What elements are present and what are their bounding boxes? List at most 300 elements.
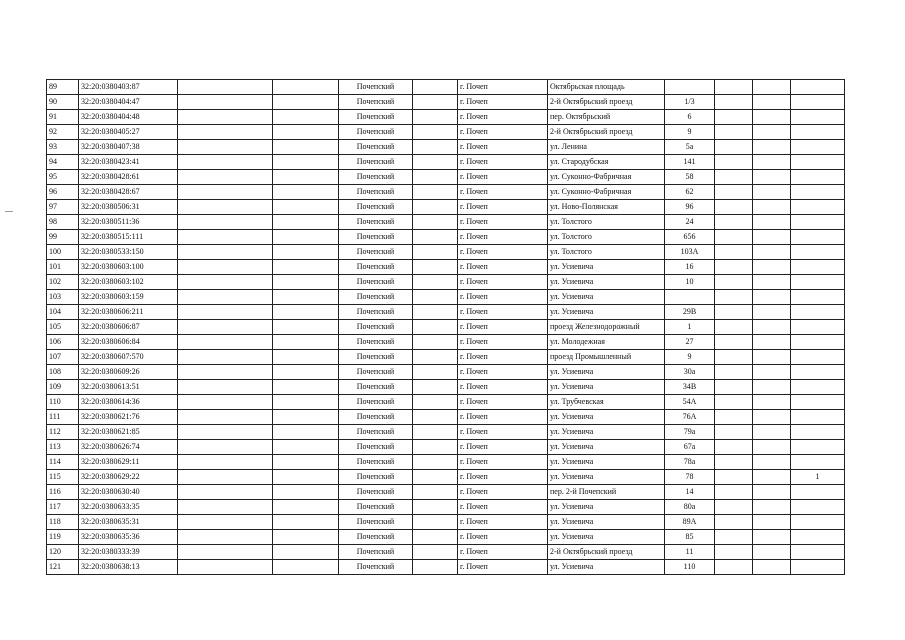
table-row xyxy=(47,470,845,485)
city-name: г. Почеп xyxy=(458,530,548,545)
empty-cell xyxy=(715,515,753,530)
city-name: г. Почеп xyxy=(458,110,548,125)
city-name: г. Почеп xyxy=(458,125,548,140)
district-name: Почепский xyxy=(339,260,413,275)
empty-cell xyxy=(273,395,339,410)
house-number: 656 xyxy=(665,230,715,245)
extra-value xyxy=(791,215,845,230)
cadastral-number: 32:20:0380428:67 xyxy=(79,185,178,200)
row-number: 92 xyxy=(47,125,79,140)
house-number: 9 xyxy=(665,350,715,365)
house-number: 1 xyxy=(665,320,715,335)
row-number: 102 xyxy=(47,275,79,290)
empty-cell xyxy=(753,440,791,455)
empty-cell xyxy=(715,395,753,410)
row-number: 120 xyxy=(47,545,79,560)
empty-cell xyxy=(273,80,339,95)
table-row xyxy=(47,350,845,365)
district-name: Почепский xyxy=(339,275,413,290)
street-name: ул. Усиевича xyxy=(548,500,665,515)
row-number: 115 xyxy=(47,470,79,485)
empty-cell xyxy=(178,275,273,290)
district-name: Почепский xyxy=(339,380,413,395)
empty-cell xyxy=(178,395,273,410)
house-number: 14 xyxy=(665,485,715,500)
row-number: 121 xyxy=(47,560,79,575)
city-name: г. Почеп xyxy=(458,560,548,575)
empty-cell xyxy=(715,275,753,290)
extra-value xyxy=(791,455,845,470)
street-name: ул. Усиевича xyxy=(548,515,665,530)
city-name: г. Почеп xyxy=(458,380,548,395)
street-name: ул. Усиевича xyxy=(548,305,665,320)
cadastral-number: 32:20:0380403:87 xyxy=(79,80,178,95)
empty-cell xyxy=(715,320,753,335)
empty-cell xyxy=(273,410,339,425)
empty-cell xyxy=(273,260,339,275)
street-name: пер. 2-й Почепский xyxy=(548,485,665,500)
empty-cell xyxy=(273,500,339,515)
empty-cell xyxy=(413,200,458,215)
empty-cell xyxy=(753,410,791,425)
empty-cell xyxy=(413,530,458,545)
table-row xyxy=(47,320,845,335)
empty-cell xyxy=(413,305,458,320)
district-name: Почепский xyxy=(339,350,413,365)
district-name: Почепский xyxy=(339,290,413,305)
cadastral-number: 32:20:0380626:74 xyxy=(79,440,178,455)
row-number: 109 xyxy=(47,380,79,395)
empty-cell xyxy=(753,320,791,335)
empty-cell xyxy=(413,365,458,380)
table-row xyxy=(47,335,845,350)
street-name: проезд Железнодорожный xyxy=(548,320,665,335)
empty-cell xyxy=(413,515,458,530)
empty-cell xyxy=(178,170,273,185)
empty-cell xyxy=(178,110,273,125)
cadastral-number: 32:20:0380404:47 xyxy=(79,95,178,110)
row-number: 118 xyxy=(47,515,79,530)
house-number: 34В xyxy=(665,380,715,395)
empty-cell xyxy=(715,245,753,260)
house-number: 5а xyxy=(665,140,715,155)
empty-cell xyxy=(715,80,753,95)
city-name: г. Почеп xyxy=(458,485,548,500)
street-name: ул. Усиевича xyxy=(548,380,665,395)
empty-cell xyxy=(178,140,273,155)
table-row xyxy=(47,290,845,305)
extra-value xyxy=(791,95,845,110)
table-row xyxy=(47,485,845,500)
house-number: 96 xyxy=(665,200,715,215)
house-number: 103А xyxy=(665,245,715,260)
cadastral-number: 32:20:0380603:102 xyxy=(79,275,178,290)
street-name: ул. Суконно-Фабричная xyxy=(548,185,665,200)
empty-cell xyxy=(178,95,273,110)
table-row xyxy=(47,500,845,515)
extra-value xyxy=(791,320,845,335)
district-name: Почепский xyxy=(339,455,413,470)
empty-cell xyxy=(753,485,791,500)
table-row xyxy=(47,155,845,170)
empty-cell xyxy=(178,200,273,215)
cadastral-number: 32:20:0380614:36 xyxy=(79,395,178,410)
empty-cell xyxy=(715,335,753,350)
empty-cell xyxy=(715,455,753,470)
table-row xyxy=(47,170,845,185)
extra-value xyxy=(791,365,845,380)
district-name: Почепский xyxy=(339,170,413,185)
empty-cell xyxy=(753,125,791,140)
cadastral-number: 32:20:0380633:35 xyxy=(79,500,178,515)
table-row xyxy=(47,365,845,380)
empty-cell xyxy=(753,260,791,275)
district-name: Почепский xyxy=(339,485,413,500)
extra-value xyxy=(791,380,845,395)
empty-cell xyxy=(413,260,458,275)
cadastral-number: 32:20:0380638:13 xyxy=(79,560,178,575)
table-row xyxy=(47,275,845,290)
street-name: Октябрьская площадь xyxy=(548,80,665,95)
district-name: Почепский xyxy=(339,515,413,530)
cadastral-number: 32:20:0380629:11 xyxy=(79,455,178,470)
empty-cell xyxy=(273,320,339,335)
empty-cell xyxy=(273,530,339,545)
empty-cell xyxy=(753,275,791,290)
empty-cell xyxy=(753,425,791,440)
empty-cell xyxy=(753,140,791,155)
district-name: Почепский xyxy=(339,215,413,230)
table-row xyxy=(47,395,845,410)
empty-cell xyxy=(178,230,273,245)
house-number: 76А xyxy=(665,410,715,425)
extra-value xyxy=(791,80,845,95)
street-name: ул. Молодежная xyxy=(548,335,665,350)
extra-value xyxy=(791,200,845,215)
empty-cell xyxy=(178,410,273,425)
table-row xyxy=(47,80,845,95)
empty-cell xyxy=(178,500,273,515)
cadastral-number: 32:20:0380621:76 xyxy=(79,410,178,425)
street-name: ул. Усиевича xyxy=(548,470,665,485)
empty-cell xyxy=(413,335,458,350)
empty-cell xyxy=(413,110,458,125)
empty-cell xyxy=(753,155,791,170)
empty-cell xyxy=(413,455,458,470)
empty-cell xyxy=(715,185,753,200)
city-name: г. Почеп xyxy=(458,335,548,350)
extra-value xyxy=(791,485,845,500)
empty-cell xyxy=(715,485,753,500)
street-name: ул. Толстого xyxy=(548,230,665,245)
table-row xyxy=(47,560,845,575)
empty-cell xyxy=(753,515,791,530)
empty-cell xyxy=(273,140,339,155)
empty-cell xyxy=(273,545,339,560)
district-name: Почепский xyxy=(339,440,413,455)
empty-cell xyxy=(715,125,753,140)
row-number: 114 xyxy=(47,455,79,470)
cadastral-number: 32:20:0380533:150 xyxy=(79,245,178,260)
district-name: Почепский xyxy=(339,335,413,350)
table-row xyxy=(47,110,845,125)
empty-cell xyxy=(753,350,791,365)
empty-cell xyxy=(178,530,273,545)
row-number: 104 xyxy=(47,305,79,320)
city-name: г. Почеп xyxy=(458,170,548,185)
district-name: Почепский xyxy=(339,410,413,425)
empty-cell xyxy=(413,140,458,155)
empty-cell xyxy=(413,500,458,515)
margin-mark xyxy=(5,211,13,212)
city-name: г. Почеп xyxy=(458,80,548,95)
district-name: Почепский xyxy=(339,125,413,140)
empty-cell xyxy=(413,485,458,500)
district-name: Почепский xyxy=(339,230,413,245)
table-row xyxy=(47,410,845,425)
empty-cell xyxy=(273,95,339,110)
empty-cell xyxy=(178,425,273,440)
empty-cell xyxy=(715,170,753,185)
table-row xyxy=(47,200,845,215)
empty-cell xyxy=(413,290,458,305)
cadastral-number: 32:20:0380428:61 xyxy=(79,170,178,185)
street-name: ул. Усиевича xyxy=(548,365,665,380)
row-number: 89 xyxy=(47,80,79,95)
empty-cell xyxy=(715,200,753,215)
table-row xyxy=(47,545,845,560)
empty-cell xyxy=(715,470,753,485)
empty-cell xyxy=(715,95,753,110)
extra-value xyxy=(791,125,845,140)
empty-cell xyxy=(715,290,753,305)
extra-value xyxy=(791,350,845,365)
city-name: г. Почеп xyxy=(458,320,548,335)
table-row xyxy=(47,530,845,545)
empty-cell xyxy=(753,245,791,260)
city-name: г. Почеп xyxy=(458,155,548,170)
cadastral-number: 32:20:0380603:100 xyxy=(79,260,178,275)
cadastral-number: 32:20:0380515:111 xyxy=(79,230,178,245)
empty-cell xyxy=(178,305,273,320)
empty-cell xyxy=(273,110,339,125)
table-row xyxy=(47,95,845,110)
empty-cell xyxy=(715,545,753,560)
empty-cell xyxy=(273,200,339,215)
empty-cell xyxy=(178,260,273,275)
empty-cell xyxy=(753,215,791,230)
street-name: ул. Стародубская xyxy=(548,155,665,170)
city-name: г. Почеп xyxy=(458,95,548,110)
street-name: ул. Усиевича xyxy=(548,455,665,470)
city-name: г. Почеп xyxy=(458,425,548,440)
street-name: ул. Усиевича xyxy=(548,275,665,290)
row-number: 105 xyxy=(47,320,79,335)
empty-cell xyxy=(178,545,273,560)
extra-value xyxy=(791,140,845,155)
table-row xyxy=(47,305,845,320)
house-number: 79а xyxy=(665,425,715,440)
empty-cell xyxy=(178,80,273,95)
empty-cell xyxy=(753,170,791,185)
empty-cell xyxy=(715,215,753,230)
city-name: г. Почеп xyxy=(458,200,548,215)
empty-cell xyxy=(273,560,339,575)
empty-cell xyxy=(753,290,791,305)
table-row xyxy=(47,515,845,530)
cadastral-number: 32:20:0380621:85 xyxy=(79,425,178,440)
city-name: г. Почеп xyxy=(458,545,548,560)
house-number: 67а xyxy=(665,440,715,455)
empty-cell xyxy=(273,515,339,530)
city-name: г. Почеп xyxy=(458,245,548,260)
table-row xyxy=(47,230,845,245)
empty-cell xyxy=(715,110,753,125)
street-name: ул. Усиевича xyxy=(548,410,665,425)
extra-value xyxy=(791,515,845,530)
empty-cell xyxy=(753,545,791,560)
empty-cell xyxy=(178,215,273,230)
city-name: г. Почеп xyxy=(458,140,548,155)
empty-cell xyxy=(273,425,339,440)
empty-cell xyxy=(413,425,458,440)
street-name: проезд Промышленный xyxy=(548,350,665,365)
empty-cell xyxy=(178,560,273,575)
street-name: ул. Ленина xyxy=(548,140,665,155)
empty-cell xyxy=(753,305,791,320)
street-name: пер. Октябрьский xyxy=(548,110,665,125)
empty-cell xyxy=(178,485,273,500)
city-name: г. Почеп xyxy=(458,350,548,365)
empty-cell xyxy=(413,215,458,230)
table-row xyxy=(47,125,845,140)
row-number: 100 xyxy=(47,245,79,260)
empty-cell xyxy=(178,335,273,350)
empty-cell xyxy=(178,515,273,530)
cadastral-number: 32:20:0380630:40 xyxy=(79,485,178,500)
street-name: ул. Трубчевская xyxy=(548,395,665,410)
empty-cell xyxy=(273,125,339,140)
empty-cell xyxy=(273,245,339,260)
empty-cell xyxy=(413,245,458,260)
cadastral-number: 32:20:0380606:87 xyxy=(79,320,178,335)
street-name: ул. Усиевича xyxy=(548,425,665,440)
empty-cell xyxy=(178,380,273,395)
empty-cell xyxy=(178,350,273,365)
house-number: 24 xyxy=(665,215,715,230)
cadastral-number: 32:20:0380635:36 xyxy=(79,530,178,545)
row-number: 116 xyxy=(47,485,79,500)
table-row xyxy=(47,455,845,470)
row-number: 97 xyxy=(47,200,79,215)
empty-cell xyxy=(413,185,458,200)
empty-cell xyxy=(413,155,458,170)
cadastral-number: 32:20:0380606:211 xyxy=(79,305,178,320)
house-number: 11 xyxy=(665,545,715,560)
empty-cell xyxy=(715,350,753,365)
cadastral-number: 32:20:0380609:26 xyxy=(79,365,178,380)
house-number: 85 xyxy=(665,530,715,545)
empty-cell xyxy=(413,350,458,365)
empty-cell xyxy=(413,560,458,575)
row-number: 117 xyxy=(47,500,79,515)
row-number: 101 xyxy=(47,260,79,275)
empty-cell xyxy=(273,440,339,455)
empty-cell xyxy=(273,350,339,365)
table-row xyxy=(47,440,845,455)
empty-cell xyxy=(273,170,339,185)
empty-cell xyxy=(413,440,458,455)
row-number: 110 xyxy=(47,395,79,410)
house-number: 78 xyxy=(665,470,715,485)
cadastral-number: 32:20:0380606:84 xyxy=(79,335,178,350)
street-name: 2-й Октябрьский проезд xyxy=(548,95,665,110)
extra-value xyxy=(791,530,845,545)
cadastral-number: 32:20:0380613:51 xyxy=(79,380,178,395)
empty-cell xyxy=(273,365,339,380)
empty-cell xyxy=(715,560,753,575)
empty-cell xyxy=(715,425,753,440)
row-number: 113 xyxy=(47,440,79,455)
city-name: г. Почеп xyxy=(458,395,548,410)
district-name: Почепский xyxy=(339,320,413,335)
district-name: Почепский xyxy=(339,545,413,560)
row-number: 108 xyxy=(47,365,79,380)
street-name: ул. Усиевича xyxy=(548,290,665,305)
district-name: Почепский xyxy=(339,395,413,410)
parcel-table-body xyxy=(47,80,845,575)
table-row xyxy=(47,215,845,230)
empty-cell xyxy=(178,365,273,380)
cadastral-number: 32:20:0380333:39 xyxy=(79,545,178,560)
street-name: ул. Суконно-Фабричная xyxy=(548,170,665,185)
empty-cell xyxy=(715,500,753,515)
empty-cell xyxy=(273,155,339,170)
row-number: 93 xyxy=(47,140,79,155)
city-name: г. Почеп xyxy=(458,185,548,200)
city-name: г. Почеп xyxy=(458,215,548,230)
empty-cell xyxy=(753,80,791,95)
extra-value: 1 xyxy=(791,470,845,485)
empty-cell xyxy=(413,470,458,485)
empty-cell xyxy=(273,305,339,320)
empty-cell xyxy=(715,380,753,395)
empty-cell xyxy=(413,320,458,335)
cadastral-number: 32:20:0380404:48 xyxy=(79,110,178,125)
house-number: 30а xyxy=(665,365,715,380)
empty-cell xyxy=(273,230,339,245)
house-number xyxy=(665,290,715,305)
district-name: Почепский xyxy=(339,95,413,110)
empty-cell xyxy=(753,95,791,110)
empty-cell xyxy=(413,80,458,95)
district-name: Почепский xyxy=(339,185,413,200)
extra-value xyxy=(791,155,845,170)
district-name: Почепский xyxy=(339,470,413,485)
empty-cell xyxy=(413,275,458,290)
row-number: 99 xyxy=(47,230,79,245)
empty-cell xyxy=(413,545,458,560)
empty-cell xyxy=(753,500,791,515)
extra-value xyxy=(791,275,845,290)
empty-cell xyxy=(753,380,791,395)
house-number: 62 xyxy=(665,185,715,200)
empty-cell xyxy=(413,170,458,185)
row-number: 98 xyxy=(47,215,79,230)
row-number: 91 xyxy=(47,110,79,125)
district-name: Почепский xyxy=(339,365,413,380)
empty-cell xyxy=(753,395,791,410)
